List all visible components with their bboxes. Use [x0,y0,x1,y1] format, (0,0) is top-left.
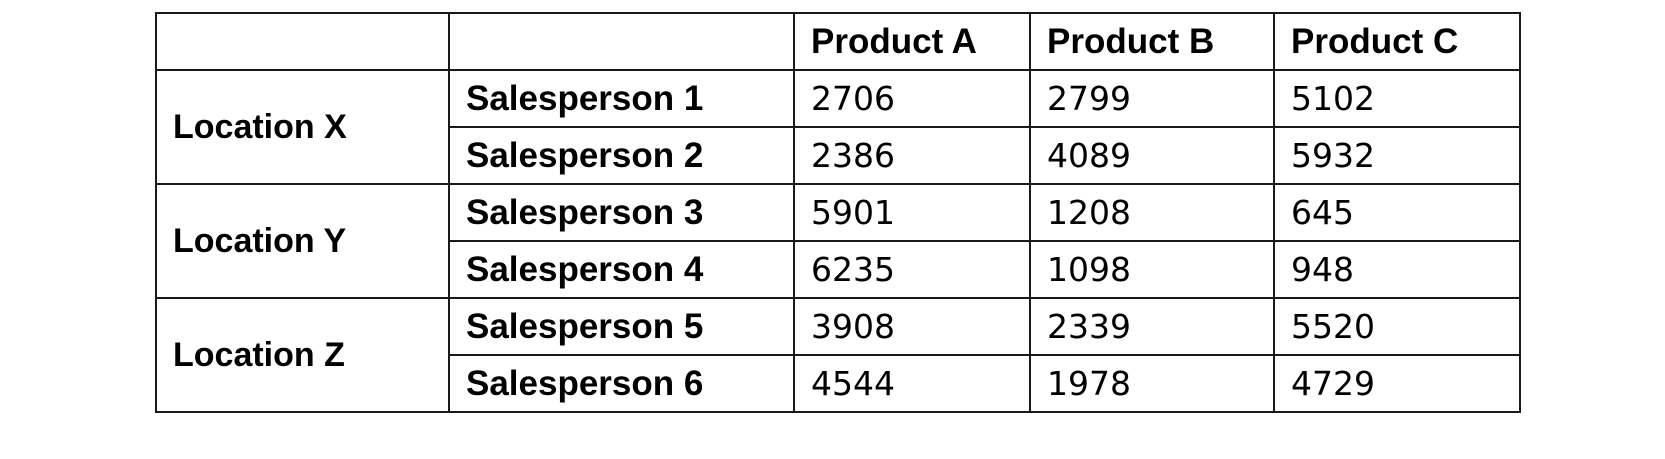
value-cell-product-b: 1098 [1030,241,1274,298]
value-cell-product-b: 1978 [1030,355,1274,412]
value-cell-product-a: 2706 [794,70,1030,127]
value-cell-product-c: 948 [1274,241,1520,298]
salesperson-cell: Salesperson 4 [449,241,794,298]
table-row [156,298,1520,355]
location-cell: Location X [156,70,449,184]
salesperson-cell: Salesperson 3 [449,184,794,241]
value-cell-product-a: 4544 [794,355,1030,412]
value-cell-product-a: 6235 [794,241,1030,298]
header-product-a: Product A [794,13,1030,70]
value-cell-product-c: 4729 [1274,355,1520,412]
salesperson-cell: Salesperson 6 [449,355,794,412]
value-cell-product-c: 645 [1274,184,1520,241]
header-cell-blank-location [156,13,449,70]
header-product-c: Product C [1274,13,1520,70]
header-row [156,13,1520,70]
value-cell-product-a: 3908 [794,298,1030,355]
value-cell-product-b: 2799 [1030,70,1274,127]
location-cell: Location Z [156,298,449,412]
salesperson-cell: Salesperson 5 [449,298,794,355]
value-cell-product-a: 5901 [794,184,1030,241]
location-cell: Location Y [156,184,449,298]
salesperson-cell: Salesperson 1 [449,70,794,127]
table-row [156,184,1520,241]
value-cell-product-c: 5932 [1274,127,1520,184]
value-cell-product-c: 5102 [1274,70,1520,127]
header-product-b: Product B [1030,13,1274,70]
sales-table [155,12,1521,413]
value-cell-product-c: 5520 [1274,298,1520,355]
header-cell-blank-salesperson [449,13,794,70]
table-row [156,70,1520,127]
value-cell-product-a: 2386 [794,127,1030,184]
value-cell-product-b: 1208 [1030,184,1274,241]
value-cell-product-b: 4089 [1030,127,1274,184]
salesperson-cell: Salesperson 2 [449,127,794,184]
value-cell-product-b: 2339 [1030,298,1274,355]
